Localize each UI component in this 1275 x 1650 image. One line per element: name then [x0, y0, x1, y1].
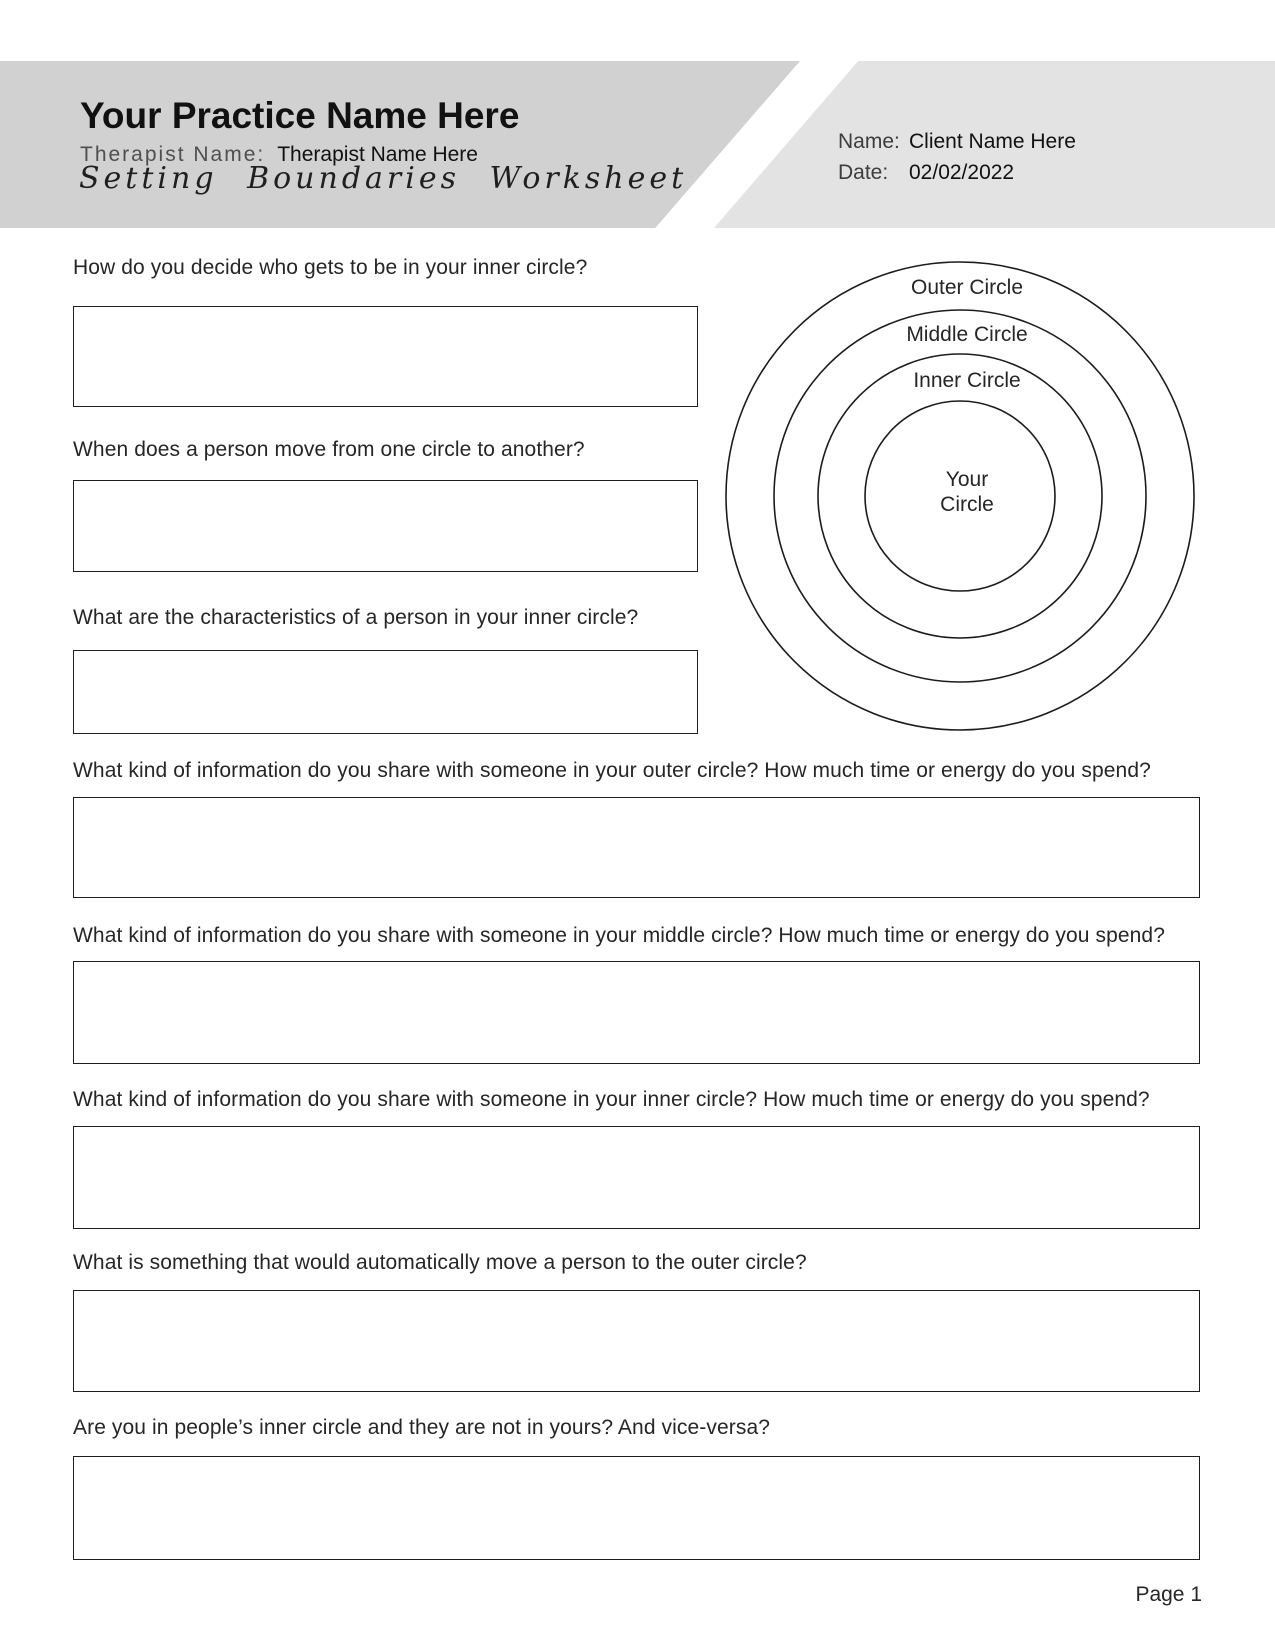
answer-box-q1[interactable]: [73, 306, 698, 407]
therapist-name-label: Therapist Name:: [80, 143, 266, 166]
your-circle-label: [867, 467, 1067, 517]
middle-circle-label: Middle Circle: [906, 323, 1028, 346]
answer-box-q7[interactable]: [73, 1290, 1200, 1392]
name-label: Name:: [838, 130, 900, 153]
outer-circle-label: Outer Circle: [910, 276, 1024, 299]
your-circle-label-line2: Circle: [940, 493, 994, 516]
client-name-row: [838, 130, 1076, 153]
worksheet-title: Setting Boundaries Worksheet: [79, 161, 688, 196]
question-5-label: What kind of information do you share with someone in your middle circle? How much time or energy do you spend?: [73, 924, 1165, 947]
question-4-label: What kind of information do you share with someone in your outer circle? How much time or energy do you spend?: [73, 759, 1151, 782]
answer-box-q5[interactable]: [73, 961, 1200, 1064]
answer-box-q2[interactable]: [73, 480, 698, 572]
page-number: Page 1: [1135, 1583, 1202, 1606]
date-row: [838, 161, 1014, 184]
answer-box-q3[interactable]: [73, 650, 698, 734]
date-value: 02/02/2022: [909, 161, 1015, 184]
question-8-label: Are you in people’s inner circle and they are not in yours? And vice-versa?: [73, 1416, 771, 1439]
answer-box-q6[interactable]: [73, 1126, 1200, 1229]
answer-box-q4[interactable]: [73, 797, 1200, 898]
question-7-label: What is something that would automatically move a person to the outer circle?: [73, 1251, 807, 1274]
therapist-name-value: Therapist Name Here: [277, 143, 478, 166]
answer-box-q8[interactable]: [73, 1456, 1200, 1560]
your-circle-label-line1: Your: [945, 468, 989, 491]
name-value: Client Name Here: [909, 130, 1076, 153]
question-2-label: When does a person move from one circle to another?: [73, 438, 585, 461]
question-3-label: What are the characteristics of a person in your inner circle?: [73, 606, 639, 629]
inner-circle-label: Inner Circle: [913, 369, 1021, 392]
question-6-label: What kind of information do you share with someone in your inner circle? How much time or energy do you spend?: [73, 1088, 1150, 1111]
date-label: Date:: [838, 161, 889, 184]
practice-name: Your Practice Name Here: [80, 95, 520, 136]
question-1-label: How do you decide who gets to be in your inner circle?: [73, 256, 588, 279]
